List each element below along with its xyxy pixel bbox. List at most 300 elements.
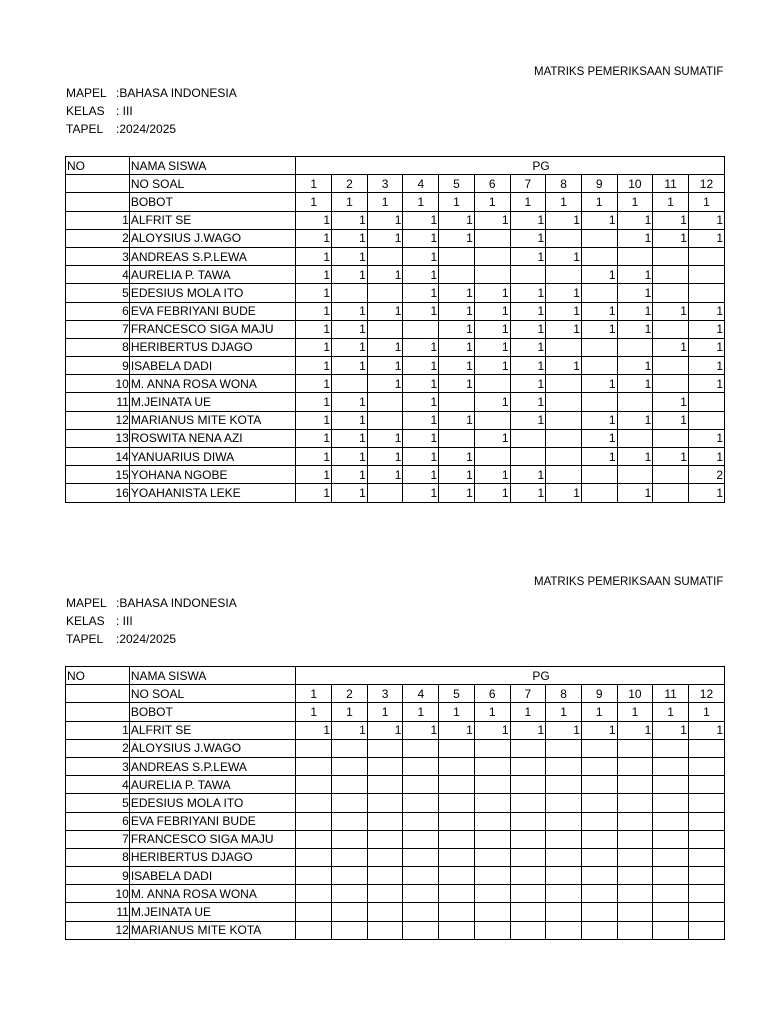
student-name[interactable]: M. ANNA ROSA WONA <box>129 375 296 393</box>
score-cell[interactable]: 1 <box>510 357 546 375</box>
score-cell[interactable] <box>617 921 653 939</box>
score-cell[interactable]: 1 <box>439 229 475 247</box>
question-number[interactable]: 9 <box>581 685 617 703</box>
score-cell[interactable]: 1 <box>546 284 582 302</box>
score-cell[interactable] <box>581 921 617 939</box>
score-cell[interactable] <box>653 375 689 393</box>
score-cell[interactable]: 1 <box>439 320 475 338</box>
score-cell[interactable] <box>510 921 546 939</box>
score-cell[interactable]: 1 <box>296 320 332 338</box>
score-cell[interactable]: 1 <box>367 448 403 466</box>
question-number[interactable]: 6 <box>474 175 510 193</box>
score-cell[interactable]: 1 <box>510 411 546 429</box>
question-number[interactable]: 2 <box>332 685 368 703</box>
question-number[interactable]: 12 <box>688 175 724 193</box>
student-number[interactable]: 3 <box>66 247 130 265</box>
student-name[interactable]: EVA FEBRIYANI BUDE <box>129 302 296 320</box>
score-cell[interactable] <box>367 885 403 903</box>
score-cell[interactable]: 1 <box>367 429 403 447</box>
score-cell[interactable]: 1 <box>510 393 546 411</box>
question-weight[interactable]: 1 <box>546 703 582 721</box>
score-cell[interactable] <box>653 320 689 338</box>
score-cell[interactable] <box>439 921 475 939</box>
score-cell[interactable] <box>581 393 617 411</box>
score-cell[interactable] <box>296 867 332 885</box>
question-weight[interactable]: 1 <box>474 703 510 721</box>
score-cell[interactable] <box>688 266 724 284</box>
score-cell[interactable] <box>688 757 724 775</box>
score-cell[interactable] <box>653 739 689 757</box>
student-name[interactable]: ANDREAS S.P.LEWA <box>129 757 296 775</box>
score-cell[interactable]: 1 <box>296 211 332 229</box>
score-cell[interactable] <box>653 921 689 939</box>
score-cell[interactable]: 1 <box>367 338 403 356</box>
score-cell[interactable] <box>439 848 475 866</box>
question-number[interactable]: 7 <box>510 685 546 703</box>
score-cell[interactable]: 1 <box>296 393 332 411</box>
score-cell[interactable]: 1 <box>332 320 368 338</box>
bobot-label[interactable]: BOBOT <box>129 193 296 211</box>
score-cell[interactable] <box>546 429 582 447</box>
score-cell[interactable] <box>546 466 582 484</box>
student-number[interactable]: 12 <box>66 411 130 429</box>
score-cell[interactable] <box>403 776 439 794</box>
score-cell[interactable] <box>510 266 546 284</box>
student-number[interactable]: 8 <box>66 338 130 356</box>
student-name[interactable]: FRANCESCO SIGA MAJU <box>129 830 296 848</box>
score-cell[interactable] <box>296 812 332 830</box>
score-cell[interactable] <box>510 429 546 447</box>
score-cell[interactable]: 1 <box>296 229 332 247</box>
score-cell[interactable]: 1 <box>688 375 724 393</box>
score-cell[interactable]: 1 <box>546 721 582 739</box>
score-cell[interactable] <box>510 794 546 812</box>
score-cell[interactable] <box>439 812 475 830</box>
score-cell[interactable]: 1 <box>474 466 510 484</box>
score-cell[interactable]: 1 <box>403 393 439 411</box>
score-cell[interactable] <box>367 393 403 411</box>
score-cell[interactable]: 1 <box>332 484 368 502</box>
score-cell[interactable] <box>510 867 546 885</box>
question-weight[interactable]: 1 <box>510 193 546 211</box>
student-name[interactable]: ISABELA DADI <box>129 357 296 375</box>
score-cell[interactable] <box>688 247 724 265</box>
score-cell[interactable] <box>474 229 510 247</box>
score-cell[interactable] <box>403 757 439 775</box>
score-cell[interactable]: 1 <box>546 211 582 229</box>
score-cell[interactable] <box>367 867 403 885</box>
score-cell[interactable]: 1 <box>439 484 475 502</box>
question-number[interactable]: 12 <box>688 685 724 703</box>
score-cell[interactable] <box>653 776 689 794</box>
score-cell[interactable] <box>403 830 439 848</box>
score-cell[interactable]: 1 <box>510 229 546 247</box>
student-name[interactable]: MARIANUS MITE KOTA <box>129 411 296 429</box>
score-cell[interactable]: 1 <box>581 375 617 393</box>
score-cell[interactable] <box>581 229 617 247</box>
score-cell[interactable] <box>474 757 510 775</box>
score-cell[interactable]: 1 <box>332 393 368 411</box>
score-cell[interactable] <box>581 812 617 830</box>
student-number[interactable]: 5 <box>66 284 130 302</box>
score-cell[interactable] <box>474 867 510 885</box>
question-weight[interactable]: 1 <box>439 703 475 721</box>
student-name[interactable]: M.JEINATA UE <box>129 903 296 921</box>
score-cell[interactable] <box>581 794 617 812</box>
score-cell[interactable] <box>439 757 475 775</box>
score-cell[interactable]: 1 <box>296 266 332 284</box>
student-number[interactable]: 5 <box>66 794 130 812</box>
score-cell[interactable] <box>617 903 653 921</box>
score-cell[interactable] <box>546 739 582 757</box>
score-cell[interactable]: 1 <box>546 302 582 320</box>
student-name[interactable]: EDESIUS MOLA ITO <box>129 284 296 302</box>
score-cell[interactable] <box>653 885 689 903</box>
score-cell[interactable] <box>367 794 403 812</box>
question-number[interactable]: 6 <box>474 685 510 703</box>
score-cell[interactable] <box>688 776 724 794</box>
score-cell[interactable] <box>546 830 582 848</box>
score-cell[interactable] <box>296 885 332 903</box>
question-weight[interactable]: 1 <box>510 703 546 721</box>
student-number[interactable]: 1 <box>66 211 130 229</box>
score-cell[interactable]: 1 <box>439 466 475 484</box>
question-weight[interactable]: 1 <box>581 193 617 211</box>
score-cell[interactable]: 1 <box>688 357 724 375</box>
score-cell[interactable]: 1 <box>332 721 368 739</box>
bobot-label[interactable]: BOBOT <box>129 703 296 721</box>
question-weight[interactable]: 1 <box>403 193 439 211</box>
question-weight[interactable]: 1 <box>653 193 689 211</box>
score-cell[interactable] <box>546 776 582 794</box>
header-no[interactable]: NO <box>66 157 130 175</box>
score-cell[interactable]: 1 <box>474 302 510 320</box>
score-cell[interactable] <box>617 393 653 411</box>
score-cell[interactable]: 1 <box>403 429 439 447</box>
score-cell[interactable]: 1 <box>546 247 582 265</box>
score-cell[interactable]: 1 <box>296 247 332 265</box>
score-cell[interactable] <box>403 320 439 338</box>
student-name[interactable]: ALOYSIUS J.WAGO <box>129 739 296 757</box>
score-cell[interactable]: 1 <box>546 357 582 375</box>
score-cell[interactable] <box>581 466 617 484</box>
no-soal-label[interactable]: NO SOAL <box>129 685 296 703</box>
score-cell[interactable] <box>296 794 332 812</box>
student-name[interactable]: FRANCESCO SIGA MAJU <box>129 320 296 338</box>
score-cell[interactable] <box>653 266 689 284</box>
score-cell[interactable] <box>688 867 724 885</box>
no-soal-blank[interactable] <box>66 175 130 193</box>
score-cell[interactable] <box>617 794 653 812</box>
student-name[interactable]: M.JEINATA UE <box>129 393 296 411</box>
question-weight[interactable]: 1 <box>474 193 510 211</box>
score-cell[interactable]: 1 <box>617 411 653 429</box>
question-weight[interactable]: 1 <box>653 703 689 721</box>
student-number[interactable]: 16 <box>66 484 130 502</box>
score-cell[interactable] <box>510 776 546 794</box>
score-cell[interactable] <box>474 776 510 794</box>
question-number[interactable]: 1 <box>296 175 332 193</box>
score-cell[interactable]: 1 <box>617 448 653 466</box>
question-number[interactable]: 4 <box>403 685 439 703</box>
score-cell[interactable] <box>332 375 368 393</box>
score-cell[interactable] <box>332 830 368 848</box>
score-cell[interactable] <box>688 739 724 757</box>
score-cell[interactable] <box>617 867 653 885</box>
score-cell[interactable] <box>510 812 546 830</box>
score-cell[interactable]: 1 <box>332 247 368 265</box>
student-name[interactable]: YOHANA NGOBE <box>129 466 296 484</box>
score-cell[interactable]: 1 <box>653 211 689 229</box>
student-number[interactable]: 4 <box>66 776 130 794</box>
score-cell[interactable] <box>653 429 689 447</box>
score-cell[interactable] <box>474 794 510 812</box>
question-number[interactable]: 8 <box>546 685 582 703</box>
student-name[interactable]: AURELIA P. TAWA <box>129 266 296 284</box>
score-cell[interactable] <box>546 885 582 903</box>
score-cell[interactable]: 1 <box>510 484 546 502</box>
score-cell[interactable] <box>653 466 689 484</box>
question-number[interactable]: 2 <box>332 175 368 193</box>
score-cell[interactable]: 1 <box>403 302 439 320</box>
score-cell[interactable] <box>688 848 724 866</box>
score-cell[interactable] <box>439 739 475 757</box>
score-cell[interactable] <box>367 921 403 939</box>
score-cell[interactable]: 1 <box>403 284 439 302</box>
score-cell[interactable] <box>688 830 724 848</box>
score-cell[interactable] <box>367 739 403 757</box>
student-number[interactable]: 10 <box>66 885 130 903</box>
question-weight[interactable]: 1 <box>688 193 724 211</box>
score-cell[interactable] <box>510 448 546 466</box>
score-cell[interactable]: 1 <box>474 338 510 356</box>
score-cell[interactable] <box>367 848 403 866</box>
score-cell[interactable]: 1 <box>403 721 439 739</box>
score-cell[interactable] <box>474 812 510 830</box>
score-cell[interactable]: 1 <box>688 320 724 338</box>
score-cell[interactable] <box>332 867 368 885</box>
score-cell[interactable]: 1 <box>474 721 510 739</box>
score-cell[interactable] <box>332 757 368 775</box>
question-number[interactable]: 4 <box>403 175 439 193</box>
score-cell[interactable] <box>581 247 617 265</box>
score-cell[interactable] <box>617 757 653 775</box>
score-cell[interactable]: 1 <box>403 357 439 375</box>
score-cell[interactable] <box>332 776 368 794</box>
score-cell[interactable]: 1 <box>403 266 439 284</box>
score-cell[interactable]: 1 <box>581 411 617 429</box>
question-weight[interactable]: 1 <box>332 703 368 721</box>
score-cell[interactable] <box>367 757 403 775</box>
score-cell[interactable] <box>403 739 439 757</box>
score-cell[interactable] <box>617 429 653 447</box>
student-number[interactable]: 2 <box>66 229 130 247</box>
score-cell[interactable]: 1 <box>403 211 439 229</box>
score-cell[interactable] <box>332 885 368 903</box>
score-cell[interactable] <box>332 739 368 757</box>
question-number[interactable]: 11 <box>653 685 689 703</box>
score-cell[interactable] <box>617 338 653 356</box>
score-cell[interactable]: 1 <box>510 338 546 356</box>
score-cell[interactable]: 1 <box>332 266 368 284</box>
score-cell[interactable] <box>296 739 332 757</box>
question-number[interactable]: 5 <box>439 175 475 193</box>
student-name[interactable]: MARIANUS MITE KOTA <box>129 921 296 939</box>
score-cell[interactable]: 1 <box>653 338 689 356</box>
score-cell[interactable]: 1 <box>653 448 689 466</box>
score-cell[interactable]: 1 <box>403 466 439 484</box>
student-number[interactable]: 12 <box>66 921 130 939</box>
score-cell[interactable] <box>688 885 724 903</box>
score-cell[interactable]: 1 <box>581 320 617 338</box>
score-cell[interactable]: 1 <box>403 247 439 265</box>
student-number[interactable]: 9 <box>66 357 130 375</box>
score-cell[interactable]: 1 <box>332 429 368 447</box>
score-cell[interactable] <box>688 284 724 302</box>
student-name[interactable]: AURELIA P. TAWA <box>129 776 296 794</box>
score-cell[interactable] <box>546 448 582 466</box>
header-pg[interactable]: PG <box>296 157 725 175</box>
score-cell[interactable] <box>296 776 332 794</box>
score-cell[interactable] <box>510 757 546 775</box>
score-cell[interactable]: 1 <box>439 302 475 320</box>
score-cell[interactable]: 1 <box>296 357 332 375</box>
score-cell[interactable] <box>617 776 653 794</box>
score-cell[interactable]: 1 <box>474 211 510 229</box>
score-cell[interactable] <box>439 885 475 903</box>
score-cell[interactable] <box>474 448 510 466</box>
score-cell[interactable] <box>581 338 617 356</box>
score-cell[interactable]: 1 <box>510 247 546 265</box>
score-cell[interactable] <box>439 903 475 921</box>
student-number[interactable]: 6 <box>66 812 130 830</box>
question-number[interactable]: 10 <box>617 175 653 193</box>
score-cell[interactable]: 1 <box>688 429 724 447</box>
score-cell[interactable] <box>474 266 510 284</box>
score-cell[interactable] <box>581 739 617 757</box>
score-cell[interactable] <box>581 484 617 502</box>
no-soal-blank[interactable] <box>66 685 130 703</box>
question-weight[interactable]: 1 <box>367 193 403 211</box>
score-cell[interactable] <box>439 247 475 265</box>
header-nama-siswa[interactable]: NAMA SISWA <box>129 157 296 175</box>
score-cell[interactable]: 1 <box>617 320 653 338</box>
score-cell[interactable] <box>296 903 332 921</box>
score-cell[interactable] <box>474 885 510 903</box>
student-number[interactable]: 3 <box>66 757 130 775</box>
score-cell[interactable] <box>653 757 689 775</box>
student-name[interactable]: YANUARIUS DIWA <box>129 448 296 466</box>
score-cell[interactable] <box>367 812 403 830</box>
score-cell[interactable] <box>403 903 439 921</box>
score-cell[interactable] <box>688 411 724 429</box>
score-cell[interactable]: 1 <box>332 229 368 247</box>
score-cell[interactable]: 1 <box>474 484 510 502</box>
student-name[interactable]: HERIBERTUS DJAGO <box>129 338 296 356</box>
score-cell[interactable] <box>403 921 439 939</box>
score-cell[interactable]: 1 <box>439 338 475 356</box>
score-cell[interactable]: 1 <box>617 302 653 320</box>
score-cell[interactable]: 1 <box>439 448 475 466</box>
score-cell[interactable] <box>581 776 617 794</box>
score-cell[interactable] <box>653 848 689 866</box>
score-cell[interactable]: 1 <box>688 211 724 229</box>
question-number[interactable]: 5 <box>439 685 475 703</box>
score-cell[interactable] <box>296 921 332 939</box>
score-cell[interactable] <box>546 375 582 393</box>
score-cell[interactable] <box>546 903 582 921</box>
score-cell[interactable] <box>439 776 475 794</box>
student-number[interactable]: 14 <box>66 448 130 466</box>
score-cell[interactable]: 1 <box>332 357 368 375</box>
score-cell[interactable] <box>474 247 510 265</box>
score-cell[interactable] <box>546 229 582 247</box>
score-cell[interactable]: 1 <box>296 484 332 502</box>
score-cell[interactable]: 1 <box>474 429 510 447</box>
score-cell[interactable]: 1 <box>474 284 510 302</box>
score-cell[interactable] <box>617 885 653 903</box>
score-cell[interactable] <box>546 757 582 775</box>
score-cell[interactable] <box>546 266 582 284</box>
score-cell[interactable]: 1 <box>367 229 403 247</box>
student-number[interactable]: 9 <box>66 867 130 885</box>
score-cell[interactable] <box>403 867 439 885</box>
score-cell[interactable] <box>367 284 403 302</box>
student-name[interactable]: YOAHANISTA LEKE <box>129 484 296 502</box>
question-weight[interactable]: 1 <box>403 703 439 721</box>
student-name[interactable]: ALFRIT SE <box>129 211 296 229</box>
score-cell[interactable] <box>332 794 368 812</box>
score-cell[interactable]: 1 <box>296 375 332 393</box>
score-cell[interactable]: 1 <box>581 266 617 284</box>
question-weight[interactable]: 1 <box>617 703 653 721</box>
score-cell[interactable]: 1 <box>403 448 439 466</box>
score-cell[interactable]: 1 <box>510 466 546 484</box>
score-cell[interactable] <box>617 739 653 757</box>
student-number[interactable]: 7 <box>66 830 130 848</box>
score-cell[interactable] <box>653 867 689 885</box>
score-cell[interactable] <box>439 867 475 885</box>
score-cell[interactable]: 1 <box>367 721 403 739</box>
score-cell[interactable] <box>653 830 689 848</box>
score-cell[interactable] <box>546 921 582 939</box>
score-cell[interactable] <box>296 830 332 848</box>
score-cell[interactable]: 1 <box>296 448 332 466</box>
score-cell[interactable]: 1 <box>617 266 653 284</box>
question-weight[interactable]: 1 <box>367 703 403 721</box>
score-cell[interactable]: 1 <box>332 302 368 320</box>
score-cell[interactable]: 1 <box>581 721 617 739</box>
student-name[interactable]: ALFRIT SE <box>129 721 296 739</box>
score-cell[interactable]: 1 <box>403 375 439 393</box>
score-cell[interactable]: 1 <box>617 229 653 247</box>
score-cell[interactable] <box>403 812 439 830</box>
score-cell[interactable] <box>581 903 617 921</box>
score-cell[interactable] <box>332 903 368 921</box>
student-number[interactable]: 6 <box>66 302 130 320</box>
score-cell[interactable]: 1 <box>296 411 332 429</box>
student-name[interactable]: HERIBERTUS DJAGO <box>129 848 296 866</box>
student-name[interactable]: ALOYSIUS J.WAGO <box>129 229 296 247</box>
score-cell[interactable]: 1 <box>403 484 439 502</box>
score-cell[interactable]: 1 <box>332 338 368 356</box>
score-cell[interactable]: 1 <box>439 357 475 375</box>
score-cell[interactable]: 1 <box>688 721 724 739</box>
score-cell[interactable]: 1 <box>581 211 617 229</box>
score-cell[interactable] <box>510 739 546 757</box>
score-cell[interactable] <box>688 393 724 411</box>
score-cell[interactable]: 1 <box>439 211 475 229</box>
